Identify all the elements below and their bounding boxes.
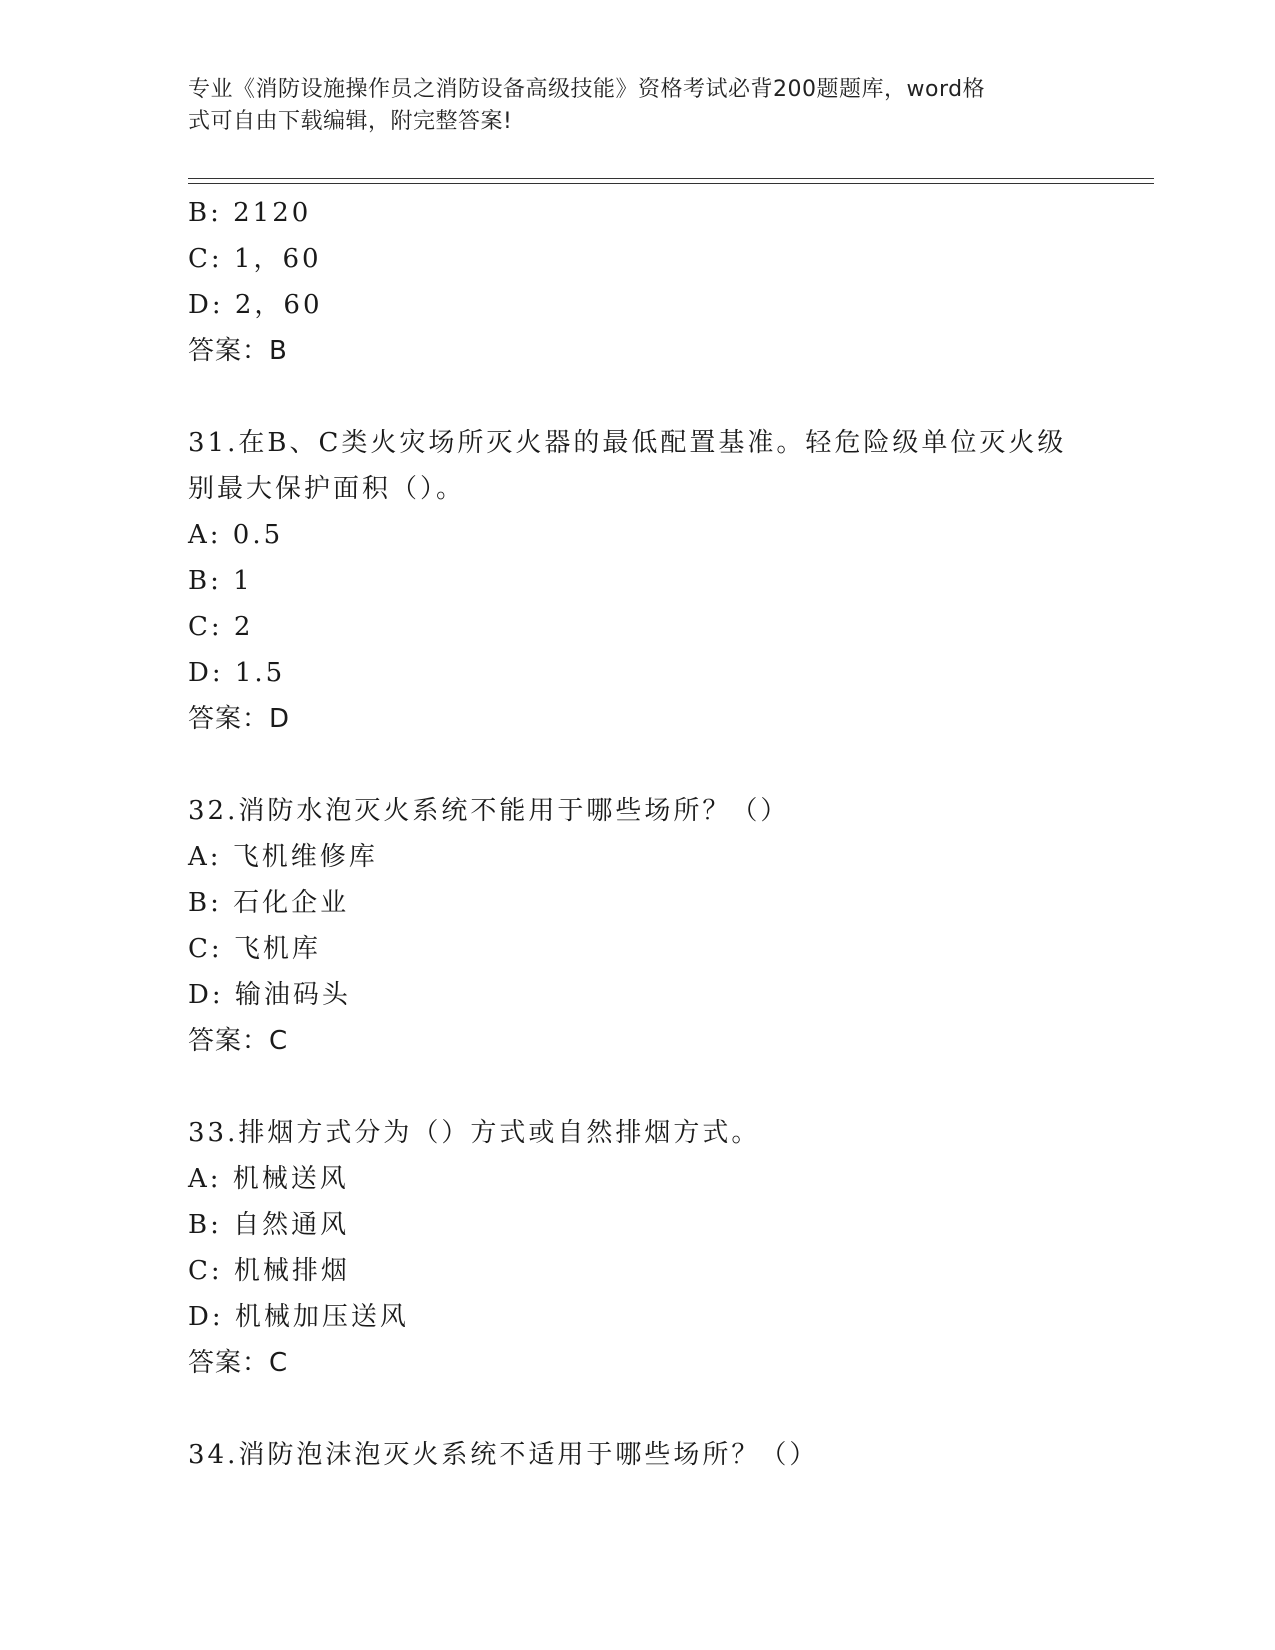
option-d: D: 1.5 bbox=[188, 658, 286, 688]
answer-label: 答案：C bbox=[188, 1348, 289, 1378]
option-c: C: 1，60 bbox=[188, 244, 322, 274]
header-divider-bottom bbox=[188, 183, 1154, 184]
option-b: B: 自然通风 bbox=[188, 1210, 350, 1240]
answer-label: 答案：C bbox=[188, 1026, 289, 1056]
question-list bbox=[188, 190, 1068, 1478]
header-line-1: 专业《消防设施操作员之消防设备高级技能》资格考试必背200题题库，word格 bbox=[188, 77, 986, 102]
question-31 bbox=[188, 420, 1068, 742]
option-b: B: 2120 bbox=[188, 198, 312, 228]
option-c: C: 飞机库 bbox=[188, 934, 321, 964]
question-text-line-1: 31.在B、C类火灾场所灭火器的最低配置基准。轻危险级单位灭火级 bbox=[188, 428, 1067, 458]
question-33 bbox=[188, 1110, 1068, 1386]
question-text-line-2: 别最大保护面积（）。 bbox=[188, 474, 466, 504]
option-d: D: 2，60 bbox=[188, 290, 323, 320]
question-text-line-1: 33.排烟方式分为（）方式或自然排烟方式。 bbox=[188, 1118, 761, 1148]
question-34 bbox=[188, 1432, 1068, 1478]
page-header bbox=[188, 74, 1068, 138]
question-32 bbox=[188, 788, 1068, 1064]
header-line-2: 式可自由下载编辑，附完整答案! bbox=[188, 109, 513, 134]
option-a: A: 机械送风 bbox=[188, 1164, 349, 1194]
option-c: C: 机械排烟 bbox=[188, 1256, 350, 1286]
option-d: D: 输油码头 bbox=[188, 980, 351, 1010]
question-text-line-1: 34.消防泡沫泡灭火系统不适用于哪些场所？（） bbox=[188, 1440, 819, 1470]
question-30-continued bbox=[188, 190, 1068, 374]
option-a: A: 飞机维修库 bbox=[188, 842, 378, 872]
option-c: C: 2 bbox=[188, 612, 254, 642]
answer-label: 答案：B bbox=[188, 336, 288, 366]
option-b: B: 1 bbox=[188, 566, 253, 596]
option-b: B: 石化企业 bbox=[188, 888, 350, 918]
option-a: A: 0.5 bbox=[188, 520, 284, 550]
option-d: D: 机械加压送风 bbox=[188, 1302, 409, 1332]
question-text-line-1: 32.消防水泡灭火系统不能用于哪些场所？（） bbox=[188, 796, 790, 826]
answer-label: 答案：D bbox=[188, 704, 291, 734]
header-divider-top bbox=[188, 178, 1154, 179]
